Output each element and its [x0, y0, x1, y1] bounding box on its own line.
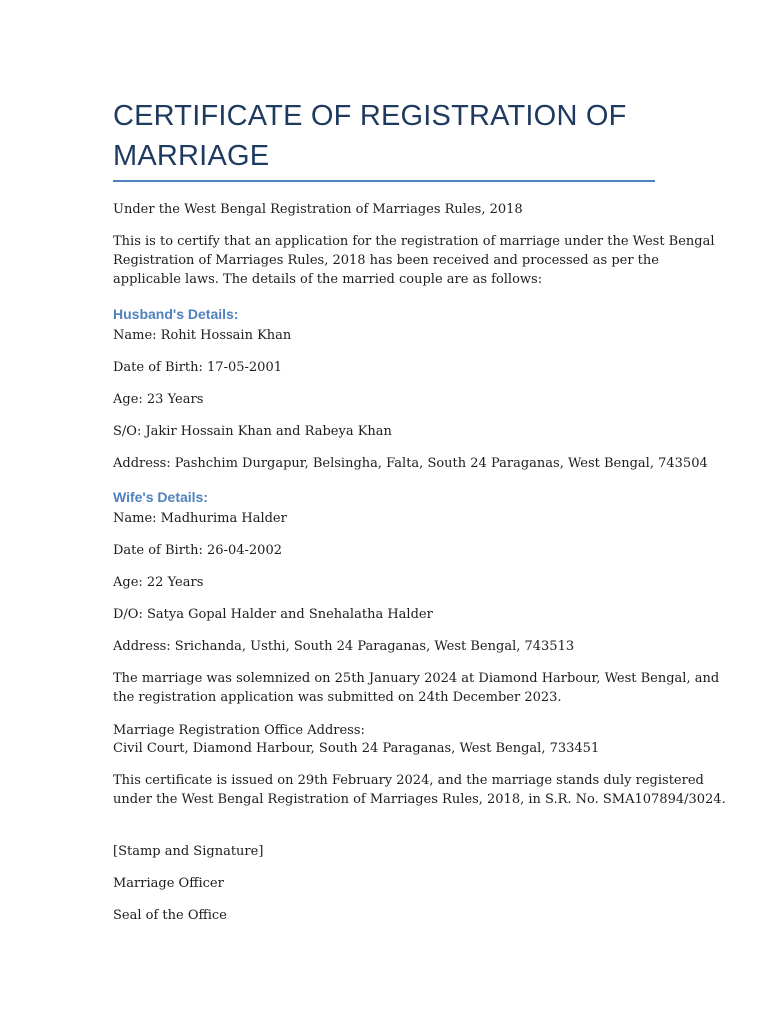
solemnized-line-2: the registration application was submitted on 24th December 2023.: [113, 690, 562, 705]
wife-age: Age: 22 Years: [113, 575, 204, 590]
title-divider: [113, 180, 655, 182]
wife-address: Address: Srichanda, Usthi, South 24 Paraganas, West Bengal, 743513: [113, 639, 575, 654]
husband-parents: S/O: Jakir Hossain Khan and Rabeya Khan: [113, 424, 392, 439]
marriage-officer: Marriage Officer: [113, 876, 224, 891]
stamp-signature: [Stamp and Signature]: [113, 844, 264, 859]
page-title: CERTIFICATE OF REGISTRATION OF MARRIAGE: [113, 100, 627, 172]
wife-parents: D/O: Satya Gopal Halder and Snehalatha Halder: [113, 607, 433, 622]
certify-line-1: This is to certify that an application for the registration of marriage under the West Bengal: [113, 234, 715, 249]
certify-line-3: applicable laws. The details of the married couple are as follows:: [113, 272, 543, 287]
husband-address: Address: Pashchim Durgapur, Belsingha, Falta, South 24 Paraganas, West Bengal, 743504: [113, 456, 708, 471]
issued-line-1: This certificate is issued on 29th February 2024, and the marriage stands duly registered: [113, 773, 704, 788]
wife-name: Name: Madhurima Halder: [113, 511, 287, 526]
husband-heading: Husband's Details:: [113, 306, 239, 322]
wife-dob: Date of Birth: 26-04-2002: [113, 543, 282, 558]
solemnized-line-1: The marriage was solemnized on 25th January 2024 at Diamond Harbour, West Bengal, and: [113, 671, 720, 686]
issued-line-2: under the West Bengal Registration of Marriages Rules, 2018, in S.R. No. SMA107894/3024.: [113, 792, 726, 807]
husband-dob: Date of Birth: 17-05-2001: [113, 360, 282, 375]
office-seal: Seal of the Office: [113, 908, 227, 923]
husband-name: Name: Rohit Hossain Khan: [113, 328, 292, 343]
intro-rules: Under the West Bengal Registration of Marriages Rules, 2018: [113, 202, 523, 217]
office-label: Marriage Registration Office Address:: [113, 723, 365, 738]
wife-heading: Wife's Details:: [113, 489, 209, 505]
certify-line-2: Registration of Marriages Rules, 2018 has been received and processed as per the: [113, 253, 659, 268]
husband-age: Age: 23 Years: [113, 392, 204, 407]
office-address: Civil Court, Diamond Harbour, South 24 Paraganas, West Bengal, 733451: [113, 741, 600, 756]
